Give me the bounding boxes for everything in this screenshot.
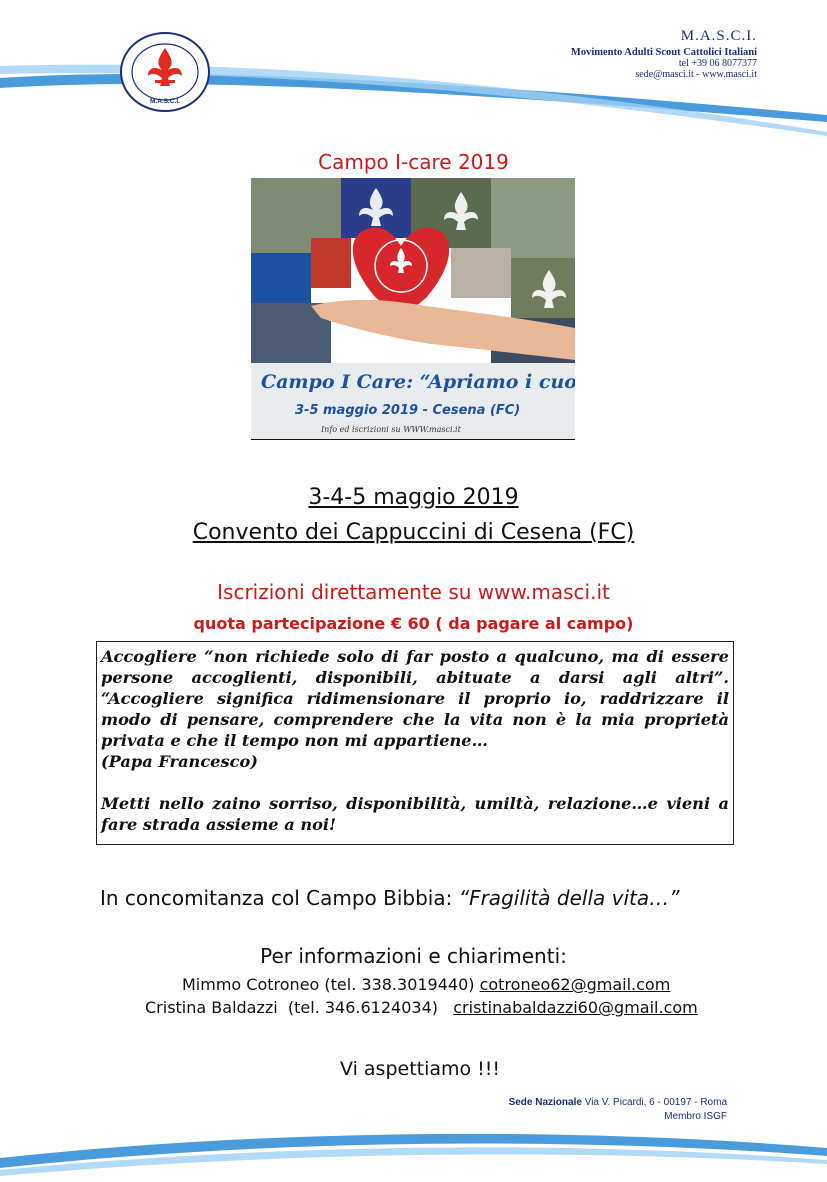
event-venue: Convento dei Cappuccini di Cesena (FC) [192, 520, 635, 545]
footer-swoosh [0, 1118, 827, 1182]
quote-text: Accogliere “non richiede solo di far posto a qualcuno, ma di essere persone accoglienti, disponibili, abituate a darsi agli altri”. “Accogliere significa ridimensionare il proprio io, raddrizzare il modo di pensare, comprendere che la vita non è la mia proprietà privata e che il tempo non mi appartiene… [101, 647, 729, 750]
poster-headline: Campo I Care: “Apriamo i cuori” [261, 371, 575, 393]
document-title: Campo I-care 2019 [318, 150, 509, 174]
concurrent-prefix: In concomitanza col Campo Bibbia: [100, 886, 459, 910]
concurrent-title: “Fragilità della vita…” [458, 886, 680, 910]
registration-text: Iscrizioni direttamente su www.masci.it [217, 580, 610, 604]
footer-member: Membro ISGF [664, 1111, 727, 1122]
footer-street: Via V. Picardi, 6 - 00197 - Roma [581, 1097, 727, 1108]
contact-text: Mimmo Cotroneo (tel. 338.3019440) [182, 975, 480, 994]
header-org-block [571, 28, 757, 80]
footer-label: Sede Nazionale [508, 1097, 582, 1108]
poster-dates: 3-5 maggio 2019 - Cesena (FC) [295, 403, 521, 418]
poster-image [251, 178, 575, 440]
info-title: Per informazioni e chiarimenti: [260, 944, 567, 968]
concurrent-camp [100, 886, 679, 910]
quote-author: (Papa Francesco) [101, 752, 258, 771]
event-poster [251, 178, 575, 440]
contact-text: Cristina Baldazzi (tel. 346.6124034) [145, 998, 454, 1017]
logo-bottom-text: M.A.S.C.I. [150, 98, 180, 105]
poster-info: Info ed iscrizioni su WWW.masci.it [321, 425, 461, 434]
quote-box [96, 641, 734, 845]
contact-email-link[interactable]: cotroneo62@gmail.com [479, 975, 671, 994]
contact-cristina [145, 998, 698, 1017]
org-contacts: sede@masci.it - www.masci.it [635, 69, 757, 80]
org-phone: tel +39 06 8077377 [678, 58, 757, 69]
org-abbr: M.A.S.C.I. [680, 28, 757, 44]
farewell-text: Vi aspettiamo !!! [340, 1058, 501, 1080]
contact-mimmo [182, 975, 670, 994]
contact-email-link[interactable]: cristinabaldazzi60@gmail.com [453, 998, 698, 1017]
org-name: Movimento Adulti Scout Cattolici Italiani [570, 47, 757, 58]
event-dates: 3-4-5 maggio 2019 [308, 485, 519, 510]
registration-fee: quota partecipazione € 60 ( da pagare al campo) [193, 614, 634, 633]
quote-closing: Metti nello zaino sorriso, disponibilità, umiltà, relazione…e vieni a fare strada assieme a noi! [101, 794, 729, 834]
